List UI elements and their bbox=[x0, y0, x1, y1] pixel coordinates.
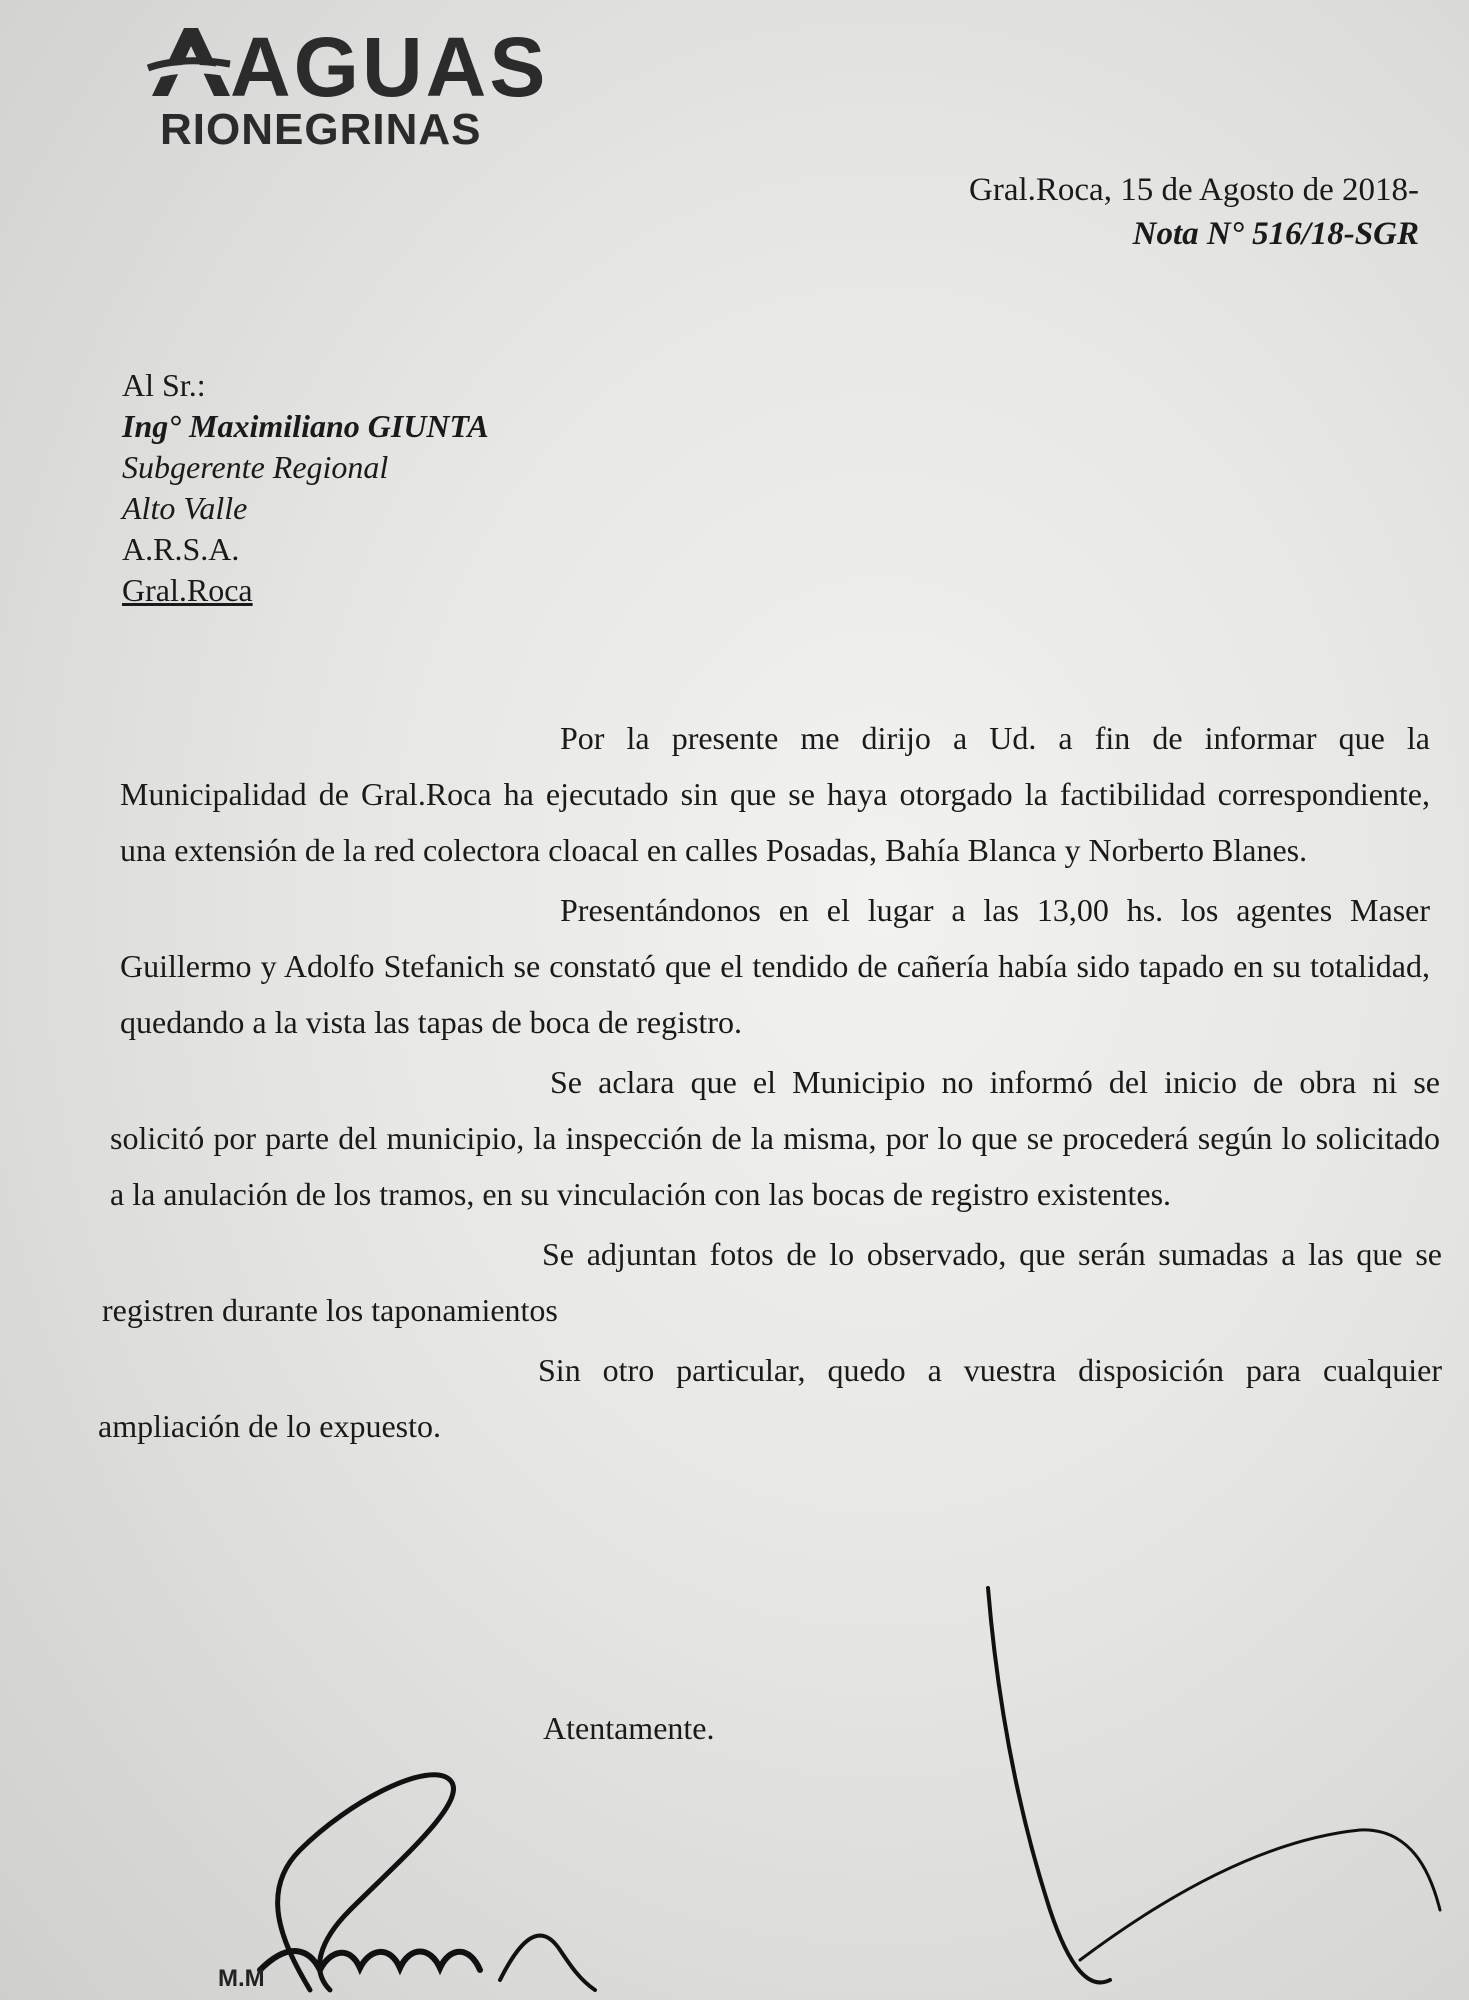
letter-header bbox=[969, 168, 1419, 256]
body-paragraph: Sin otro particular, quedo a vuestra disposición para cualquier ampliación de lo expuesto. bbox=[98, 1352, 1442, 1444]
body-paragraph: Presentándonos en el lugar a las 13,00 hs. los agentes Maser Guillermo y Adolfo Stefanich se constató que el tendido de cañería había sido tapado en su totalidad, quedando a la vista las tapas de boca de registro. bbox=[120, 892, 1430, 1040]
body-paragraph: Se aclara que el Municipio no informó del inicio de obra ni se solicitó por parte del municipio, la inspección de la misma, por lo que se procederá según lo solicitado a la anulación de los tramos, en su vinculación con las bocas de registro existentes. bbox=[110, 1064, 1440, 1212]
date-line: Gral.Roca, 15 de Agosto de 2018- bbox=[969, 172, 1419, 208]
addressee-block bbox=[122, 365, 489, 611]
closing-text: Atentamente. bbox=[543, 1710, 715, 1746]
aguas-logo-mark bbox=[150, 20, 549, 114]
nota-reference: Nota N° 516/18-SGR bbox=[1132, 216, 1419, 252]
addressee-title: Subgerente Regional bbox=[122, 449, 389, 485]
body-paragraph: Se adjuntan fotos de lo observado, que serán sumadas a las que se registren durante los taponamientos bbox=[102, 1236, 1442, 1328]
company-logo bbox=[150, 20, 549, 154]
salutation: Al Sr.: bbox=[122, 367, 206, 403]
letter-body bbox=[98, 710, 1448, 1458]
addressee-name: Ing° Maximiliano GIUNTA bbox=[122, 408, 489, 444]
handwritten-signature bbox=[200, 1740, 620, 2000]
addressee-org: A.R.S.A. bbox=[122, 531, 240, 567]
signature-caption: M.M bbox=[218, 1965, 265, 1992]
logo-subtitle: RIONEGRINAS bbox=[160, 105, 482, 154]
body-paragraph: Por la presente me dirijo a Ud. a fin de informar que la Municipalidad de Gral.Roca ha ejecutado sin que se haya otorgado la factibilidad correspondiente, una extensión de la red colectora cloacal en calles Posadas, Bahía Blanca y Norberto Blanes. bbox=[120, 720, 1430, 868]
addressee-region: Alto Valle bbox=[122, 490, 248, 526]
addressee-city: Gral.Roca bbox=[122, 572, 253, 608]
logo-brand-text: AGUAS bbox=[230, 20, 549, 114]
second-signature bbox=[960, 1580, 1460, 2000]
